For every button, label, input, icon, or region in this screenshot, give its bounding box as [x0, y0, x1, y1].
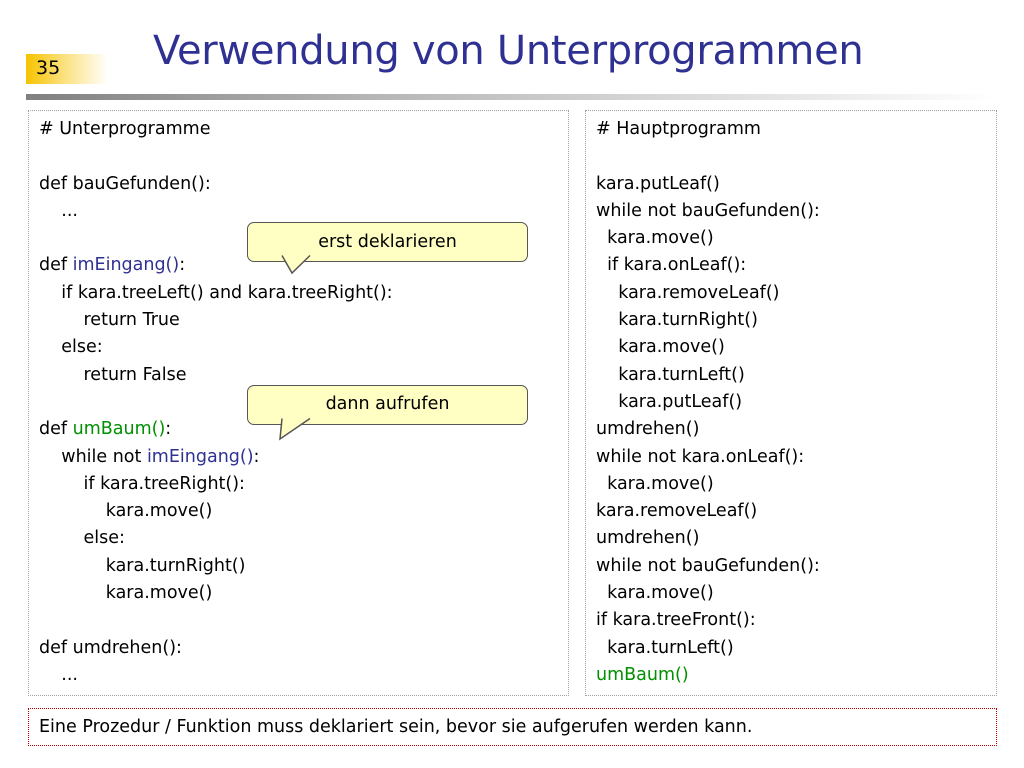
code-line: else: [39, 528, 125, 549]
code-line: if kara.onLeaf(): [596, 255, 747, 276]
main-program-code-panel [585, 110, 997, 696]
rule-note-box [28, 708, 997, 746]
code-line: kara.move() [39, 501, 213, 522]
code-line: kara.move() [596, 337, 725, 358]
code-line: kara.removeLeaf() [596, 501, 758, 522]
code-line: kara.turnLeft() [596, 637, 734, 658]
code-line: ... [39, 664, 78, 685]
function-call-im-eingang: imEingang() [146, 446, 254, 467]
code-line: # Unterprogramme [39, 119, 211, 139]
code-line: while not bauGefunden(): [596, 200, 820, 221]
code-line: kara.turnRight() [39, 555, 246, 576]
code-line: return True [39, 310, 180, 331]
code-line: kara.putLeaf() [596, 173, 720, 194]
code-line: def [39, 419, 73, 440]
code-line: kara.move() [596, 473, 714, 494]
code-line: else: [39, 337, 103, 358]
code-line: umdrehen() [596, 528, 700, 549]
callout-declare-pointer [280, 255, 330, 275]
code-line: ... [39, 200, 78, 221]
code-line: kara.putLeaf() [596, 391, 743, 412]
code-line: kara.move() [596, 228, 714, 249]
code-line: def [39, 255, 73, 276]
slide-title: Verwendung von Unterprogrammen [153, 28, 864, 74]
code-line: return False [39, 364, 187, 385]
code-line: if kara.treeFront(): [596, 610, 756, 631]
page-number: 35 [36, 57, 61, 79]
code-line: if kara.treeLeft() and kara.treeRight(): [39, 282, 393, 303]
function-call-um-baum: umBaum() [596, 664, 689, 685]
code-line: kara.removeLeaf() [596, 282, 780, 303]
code-line: kara.move() [39, 583, 213, 604]
code-line: : [165, 419, 172, 440]
code-line: : [253, 446, 260, 467]
code-line: # Hauptprogramm [596, 119, 761, 139]
callout-declare-text: erst deklarieren [318, 232, 457, 252]
title-divider [26, 94, 998, 100]
function-name-um-baum: umBaum() [72, 419, 166, 440]
code-line: kara.turnLeft() [596, 364, 745, 385]
callout-call-text: dann aufrufen [325, 394, 450, 414]
code-line: kara.move() [596, 583, 714, 604]
main-program-code [596, 116, 820, 689]
code-line: def bauGefunden(): [39, 173, 211, 194]
rule-note-text: Eine Prozedur / Funktion muss deklariert sein, bevor sie aufgerufen werden kann. [39, 717, 753, 737]
function-name-im-eingang: imEingang() [72, 255, 180, 276]
code-line: umdrehen() [596, 419, 700, 440]
code-line: while not [39, 446, 147, 467]
code-line: : [179, 255, 186, 276]
code-line: def umdrehen(): [39, 637, 182, 658]
code-line: while not bauGefunden(): [596, 555, 820, 576]
callout-call-pointer [278, 418, 328, 442]
code-line: kara.turnRight() [596, 310, 758, 331]
code-line: while not kara.onLeaf(): [596, 446, 805, 467]
code-line: if kara.treeRight(): [39, 473, 245, 494]
